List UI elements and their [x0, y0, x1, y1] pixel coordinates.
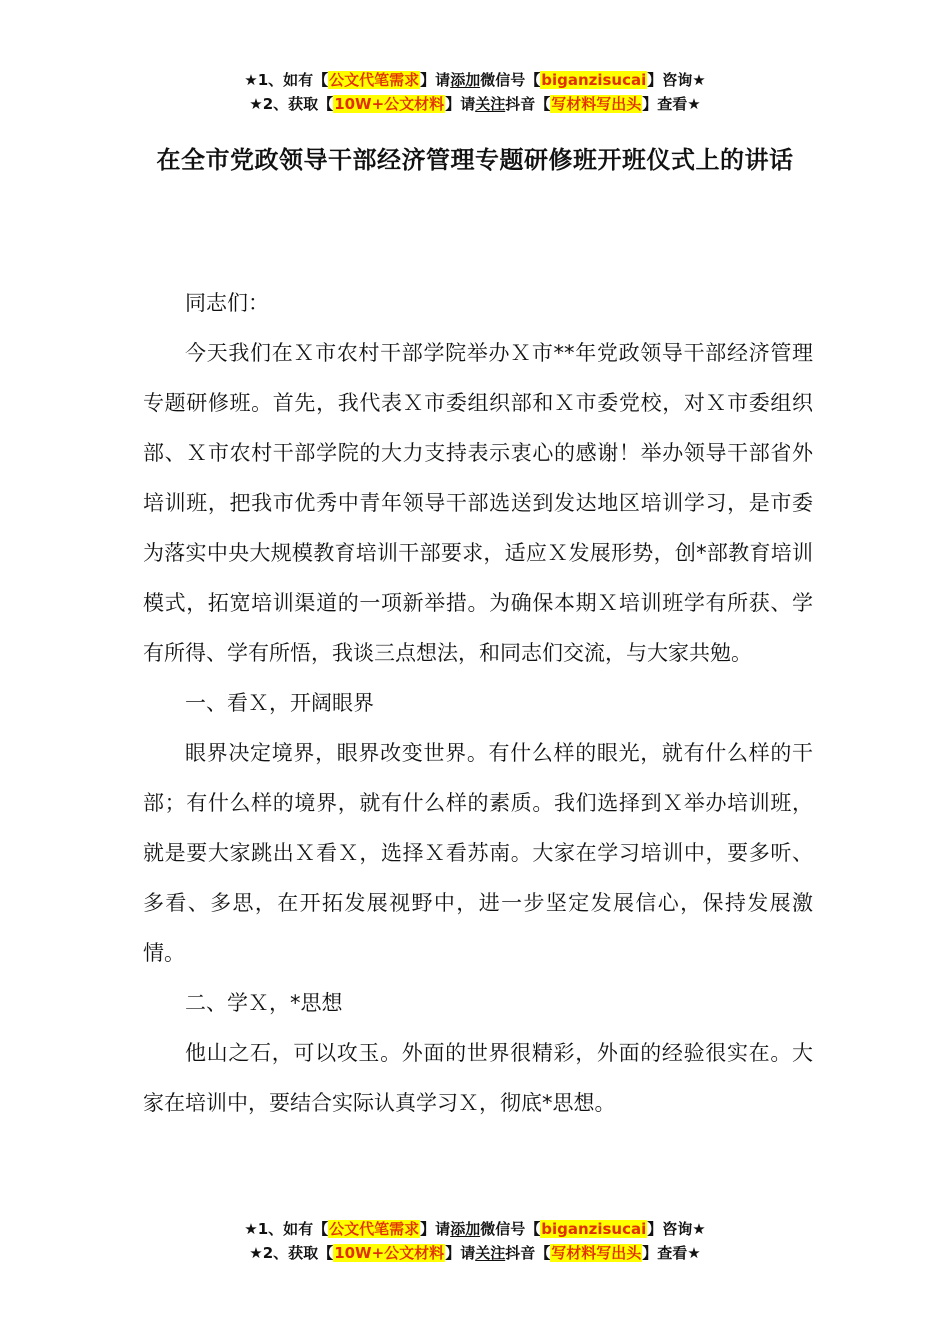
document-body	[143, 278, 813, 1128]
paragraph: 眼界决定境界，眼界改变世界。有什么样的眼光，就有什么样的干部；有什么样的境界，就有什么样的素质。我们选择到Ｘ举办培训班，就是要大家跳出Ｘ看Ｘ，选择Ｘ看苏南。大家在学习培训中，要多听、多看、多思，在开拓发展视野中，进一步坚定发展信心，保持发展激情。	[143, 741, 813, 965]
douyin-id-highlight: 写材料写出头	[551, 1244, 642, 1262]
promo-text: 微信号【	[480, 1220, 541, 1238]
promo-text: ★1、如有【	[244, 1220, 329, 1238]
promo-text: 】请	[445, 1244, 476, 1262]
promo-line-2	[0, 92, 950, 116]
highlight-text: 10W+公文材料	[334, 1244, 445, 1262]
highlight-text: 10W+公文材料	[334, 95, 445, 113]
underlined-text: 关注	[475, 95, 506, 113]
promo-text: 】咨询★	[647, 71, 706, 89]
promo-text: ★1、如有【	[244, 71, 329, 89]
promo-text: ★2、获取【	[249, 1244, 334, 1262]
wechat-id-highlight: biganzisucai	[541, 71, 647, 89]
underlined-text: 添加	[450, 71, 481, 89]
promo-text: 抖音【	[505, 95, 551, 113]
promo-text: 】请	[420, 1220, 451, 1238]
paragraph: 他山之石，可以攻玉。外面的世界很精彩，外面的经验很实在。大家在培训中，要结合实际认真学习Ｘ，彻底*思想。	[143, 1041, 813, 1115]
paragraph: 今天我们在Ｘ市农村干部学院举办Ｘ市**年党政领导干部经济管理专题研修班。首先，我代表Ｘ市委组织部和Ｘ市委党校，对Ｘ市委组织部、Ｘ市农村干部学院的大力支持表示衷心的感谢！举办领导干部省外培训班，把我市优秀中青年领导干部选送到发达地区培训学习，是市委为落实中央大规模教育培训干部要求，适应Ｘ发展形势，创*部教育培训模式，拓宽培训渠道的一项新举措。为确保本期Ｘ培训班学有所获、学有所得、学有所悟，我谈三点想法，和同志们交流，与大家共勉。	[143, 341, 813, 665]
underlined-text: 关注	[475, 1244, 506, 1262]
promo-line-1	[0, 1217, 950, 1241]
document-title: 在全市党政领导干部经济管理专题研修班开班仪式上的讲话	[156, 146, 794, 174]
promo-line-1	[0, 68, 950, 92]
promo-line-2	[0, 1241, 950, 1265]
promo-text: 】查看★	[642, 95, 701, 113]
promo-text: 】咨询★	[647, 1220, 706, 1238]
promo-text: 】查看★	[642, 1244, 701, 1262]
promo-text: 】请	[420, 71, 451, 89]
promo-banner-top	[0, 68, 950, 116]
section-heading: 二、学Ｘ，*思想	[185, 991, 343, 1015]
promo-text: 微信号【	[480, 71, 541, 89]
douyin-id-highlight: 写材料写出头	[551, 95, 642, 113]
highlight-text: 公文代笔需求	[329, 71, 420, 89]
promo-banner-bottom	[0, 1217, 950, 1265]
underlined-text: 添加	[450, 1220, 481, 1238]
promo-text: 】请	[445, 95, 476, 113]
promo-text: 抖音【	[505, 1244, 551, 1262]
wechat-id-highlight: biganzisucai	[541, 1220, 647, 1238]
highlight-text: 公文代笔需求	[329, 1220, 420, 1238]
section-heading: 一、看Ｘ，开阔眼界	[185, 691, 374, 715]
promo-text: ★2、获取【	[249, 95, 334, 113]
salutation: 同志们：	[185, 291, 269, 315]
